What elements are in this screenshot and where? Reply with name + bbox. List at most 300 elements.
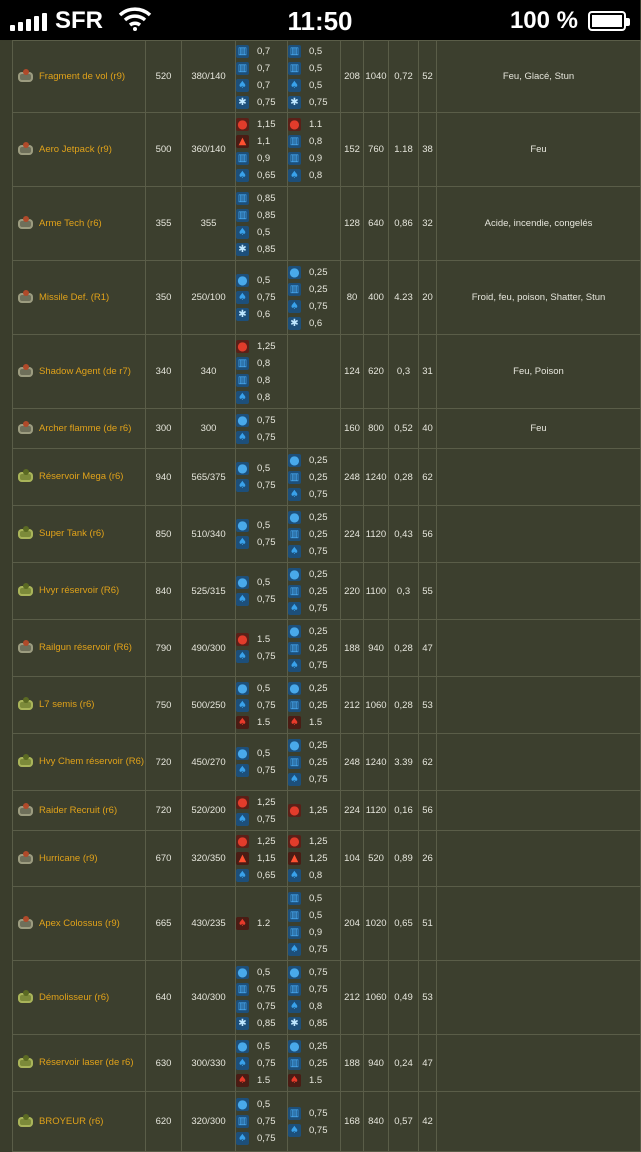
eau-icon xyxy=(236,226,249,239)
hp: 620 xyxy=(146,1092,182,1152)
unit-name-cell[interactable] xyxy=(13,113,146,187)
resistance-entry xyxy=(236,648,287,665)
table-row[interactable] xyxy=(13,261,641,335)
stat-3: 0,3 xyxy=(389,335,419,409)
stat-3: 0,24 xyxy=(389,1035,419,1092)
resistance-entry xyxy=(236,412,287,429)
tir-icon xyxy=(236,414,249,427)
eau-icon xyxy=(288,488,301,501)
resistance-primary xyxy=(236,734,288,791)
resistance-entry xyxy=(236,306,287,323)
armor: 520/200 xyxy=(182,791,236,831)
resistance-entry xyxy=(288,981,340,998)
resistance-value: 0,5 xyxy=(309,62,323,74)
resistance-entry xyxy=(236,190,287,207)
table-row[interactable] xyxy=(13,1092,641,1152)
stat-2: 520 xyxy=(364,831,389,887)
tir-icon xyxy=(288,625,301,638)
table-row[interactable] xyxy=(13,41,641,113)
resistance-value: 0,8 xyxy=(309,135,323,147)
unit-name: Hurricane (r9) xyxy=(39,852,98,864)
stat-1: 168 xyxy=(341,1092,364,1152)
unit-name-cell[interactable] xyxy=(13,563,146,620)
resistance-value: 0,5 xyxy=(257,682,271,694)
unit-name-cell[interactable] xyxy=(13,734,146,791)
hp: 500 xyxy=(146,113,182,187)
immunities xyxy=(437,1092,641,1152)
resistance-value: 0,65 xyxy=(257,169,276,181)
table-row[interactable] xyxy=(13,961,641,1035)
resistance-primary xyxy=(236,1035,288,1092)
immunities: Froid, feu, poison, Shatter, Stun xyxy=(437,261,641,335)
stat-3: 1.18 xyxy=(389,113,419,187)
resistance-entry xyxy=(288,867,340,884)
resistance-entry xyxy=(236,94,287,111)
unit-name-cell[interactable] xyxy=(13,187,146,261)
table-row[interactable] xyxy=(13,335,641,409)
resistance-entry xyxy=(236,77,287,94)
stat-1: 188 xyxy=(341,620,364,677)
resistance-value: 0,75 xyxy=(257,96,276,108)
resistance-value: 0,8 xyxy=(309,870,323,881)
eau-icon xyxy=(236,699,249,712)
tir-icon xyxy=(288,739,301,752)
resistance-value: 1.5 xyxy=(257,716,271,728)
table-row[interactable] xyxy=(13,563,641,620)
resistance-value: 0,25 xyxy=(309,471,328,483)
resistance-value: 0,75 xyxy=(309,96,328,108)
eau-icon xyxy=(288,545,301,558)
resistance-value: 0,85 xyxy=(257,243,276,255)
table-row[interactable] xyxy=(13,1035,641,1092)
stat-2: 1240 xyxy=(364,734,389,791)
battery-icon xyxy=(588,11,626,31)
unit-icon xyxy=(15,363,37,381)
hp: 350 xyxy=(146,261,182,335)
resistance-entry xyxy=(236,389,287,406)
unit-name: Shadow Agent (de r7) xyxy=(39,365,131,377)
armor: 510/340 xyxy=(182,506,236,563)
armor: 360/140 xyxy=(182,113,236,187)
stat-4: 55 xyxy=(419,563,437,620)
clock: 11:50 xyxy=(287,6,353,36)
resistance-value: 1.5 xyxy=(257,634,271,645)
tir-icon xyxy=(288,966,301,979)
eau-icon xyxy=(236,169,249,182)
immunities xyxy=(437,506,641,563)
resistance-value: 0,25 xyxy=(309,625,328,637)
resistance-entry xyxy=(236,574,287,591)
stat-1: 208 xyxy=(341,41,364,113)
immunities: Feu xyxy=(437,113,641,187)
stat-1: 220 xyxy=(341,563,364,620)
immunities xyxy=(437,961,641,1035)
per-icon xyxy=(236,192,249,205)
armor: 250/100 xyxy=(182,261,236,335)
unit-name: Réservoir laser (de r6) xyxy=(39,1057,134,1068)
resistance-entry xyxy=(236,850,287,867)
resistance-entry xyxy=(288,802,340,819)
resistance-value: 0,5 xyxy=(257,1040,271,1052)
stat-2: 940 xyxy=(364,620,389,677)
unit-name: Hvyr réservoir (R6) xyxy=(39,585,120,596)
resistance-value: 0,75 xyxy=(257,1133,276,1144)
table-row[interactable] xyxy=(13,734,641,791)
stat-2: 620 xyxy=(364,335,389,409)
stat-4: 31 xyxy=(419,335,437,409)
resistance-secondary xyxy=(288,187,341,261)
unit-icon xyxy=(15,68,37,86)
resistance-primary xyxy=(236,113,288,187)
resistance-entry xyxy=(236,794,287,811)
unit-name-cell[interactable] xyxy=(13,41,146,113)
resistance-value: 0,85 xyxy=(257,192,276,204)
exp-icon xyxy=(288,118,301,131)
armor: 320/350 xyxy=(182,831,236,887)
per-icon xyxy=(236,374,249,387)
stat-2: 800 xyxy=(364,409,389,449)
eau-icon xyxy=(288,1000,301,1013)
armor: 340/300 xyxy=(182,961,236,1035)
resistance-value: 0,75 xyxy=(257,651,276,662)
resistance-primary xyxy=(236,563,288,620)
resistance-primary xyxy=(236,677,288,734)
resistance-value: 1,15 xyxy=(257,118,276,130)
exp-icon xyxy=(288,804,301,817)
resistance-value: 0,5 xyxy=(257,520,271,531)
resistance-entry xyxy=(236,133,287,150)
per-icon xyxy=(236,357,249,370)
armor: 320/300 xyxy=(182,1092,236,1152)
eau-icon xyxy=(236,79,249,92)
stat-1: 124 xyxy=(341,335,364,409)
stat-1: 204 xyxy=(341,887,364,961)
resistance-value: 0,75 xyxy=(257,594,276,605)
eaur-icon xyxy=(236,1074,249,1087)
resistance-entry xyxy=(236,355,287,372)
hp: 840 xyxy=(146,563,182,620)
resistance-entry xyxy=(236,998,287,1015)
resistance-entry xyxy=(288,623,340,640)
resistance-entry xyxy=(288,1015,340,1032)
resistance-value: 0,6 xyxy=(257,309,271,320)
froid-icon xyxy=(236,243,249,256)
resistance-entry xyxy=(236,289,287,306)
froid-icon xyxy=(236,308,249,321)
resistance-value: 0,5 xyxy=(257,226,271,238)
resistance-value: 0,75 xyxy=(257,480,276,491)
resistance-entry xyxy=(288,850,340,867)
resistance-value: 0,75 xyxy=(309,300,328,312)
stat-3: 3.39 xyxy=(389,734,419,791)
resistance-entry xyxy=(288,833,340,850)
resistance-value: 0,8 xyxy=(257,374,271,386)
resistance-value: 0,6 xyxy=(309,317,323,329)
resistance-entry xyxy=(236,745,287,762)
unit-name-cell[interactable] xyxy=(13,409,146,449)
resistance-entry xyxy=(288,600,340,617)
unit-icon xyxy=(15,850,37,868)
resistance-value: 0,25 xyxy=(309,682,328,694)
stat-4: 47 xyxy=(419,1035,437,1092)
stat-3: 0,3 xyxy=(389,563,419,620)
eau-icon xyxy=(236,291,249,304)
resistance-secondary xyxy=(288,113,341,187)
feu-icon xyxy=(236,852,249,865)
unit-icon xyxy=(15,753,37,771)
resistance-entry xyxy=(236,1113,287,1130)
resistance-entry xyxy=(288,509,340,526)
resistance-value: 0,9 xyxy=(309,152,323,164)
resistance-secondary xyxy=(288,677,341,734)
resistance-value: 0,8 xyxy=(309,169,323,181)
stat-1: 212 xyxy=(341,961,364,1035)
table-row[interactable] xyxy=(13,113,641,187)
table-row[interactable] xyxy=(13,887,641,961)
resistance-entry xyxy=(288,1038,340,1055)
resistance-entry xyxy=(288,1122,340,1139)
stat-3: 0,86 xyxy=(389,187,419,261)
armor: 565/375 xyxy=(182,449,236,506)
unit-icon xyxy=(15,141,37,159)
eau-icon xyxy=(288,169,301,182)
resistance-value: 0,75 xyxy=(309,659,328,671)
hp: 520 xyxy=(146,41,182,113)
table-row[interactable] xyxy=(13,449,641,506)
stat-1: 160 xyxy=(341,409,364,449)
tir-icon xyxy=(236,1040,249,1053)
resistance-entry xyxy=(288,754,340,771)
resistance-entry xyxy=(288,1055,340,1072)
resistance-entry xyxy=(236,811,287,828)
resistance-entry xyxy=(288,771,340,788)
unit-icon xyxy=(15,289,37,307)
tir-icon xyxy=(236,274,249,287)
resistance-value: 0,75 xyxy=(309,545,328,557)
resistance-entry xyxy=(236,697,287,714)
resistance-value: 0,7 xyxy=(257,62,271,74)
unit-name-cell[interactable] xyxy=(13,791,146,831)
hp: 355 xyxy=(146,187,182,261)
feu-icon xyxy=(288,852,301,865)
resistance-value: 0,5 xyxy=(257,748,271,759)
resistance-secondary xyxy=(288,409,341,449)
per-icon xyxy=(288,152,301,165)
carrier-name: SFR xyxy=(55,7,103,34)
unit-icon xyxy=(15,1054,37,1072)
unit-name-cell[interactable] xyxy=(13,887,146,961)
resistance-entry xyxy=(236,372,287,389)
resistance-entry xyxy=(236,1072,287,1089)
resistance-primary xyxy=(236,41,288,113)
hp: 720 xyxy=(146,734,182,791)
resistance-primary xyxy=(236,506,288,563)
resistance-entry xyxy=(236,43,287,60)
stat-4: 62 xyxy=(419,449,437,506)
hp: 850 xyxy=(146,506,182,563)
unit-name: Démolisseur (r6) xyxy=(39,991,110,1003)
armor: 430/235 xyxy=(182,887,236,961)
resistance-entry xyxy=(236,534,287,551)
stat-4: 38 xyxy=(419,113,437,187)
eau-icon xyxy=(236,391,249,404)
resistance-entry xyxy=(236,517,287,534)
armor: 500/250 xyxy=(182,677,236,734)
resistance-secondary xyxy=(288,41,341,113)
unit-icon xyxy=(15,802,37,820)
per-icon xyxy=(288,892,301,905)
tir-icon xyxy=(236,682,249,695)
unit-name-cell[interactable] xyxy=(13,449,146,506)
armor: 355 xyxy=(182,187,236,261)
unit-table xyxy=(12,40,641,1152)
unit-name-cell[interactable] xyxy=(13,261,146,335)
unit-name-cell[interactable] xyxy=(13,831,146,887)
resistance-value: 0,75 xyxy=(257,414,276,426)
resistance-primary xyxy=(236,335,288,409)
resistance-value: 1.2 xyxy=(257,918,271,929)
resistance-entry xyxy=(288,583,340,600)
resistance-value: 0,75 xyxy=(309,943,328,955)
resistance-entry xyxy=(288,737,340,754)
status-bar xyxy=(0,0,640,40)
resistance-value: 0,5 xyxy=(257,966,271,978)
froid-icon xyxy=(288,317,301,330)
tir-icon xyxy=(288,568,301,581)
resistance-entry xyxy=(236,207,287,224)
per-icon xyxy=(288,1057,301,1070)
resistance-entry xyxy=(288,964,340,981)
stat-4: 47 xyxy=(419,620,437,677)
unit-name-cell[interactable] xyxy=(13,677,146,734)
resistance-value: 0,7 xyxy=(257,45,271,57)
unit-name: Fragment de vol (r9) xyxy=(39,70,126,82)
unit-name-cell[interactable] xyxy=(13,506,146,563)
resistance-value: 0,25 xyxy=(309,568,328,580)
unit-name-cell[interactable] xyxy=(13,1092,146,1152)
stat-3: 0,52 xyxy=(389,409,419,449)
unit-name: Railgun réservoir (R6) xyxy=(39,642,132,653)
per-icon xyxy=(288,699,301,712)
resistance-value: 0,75 xyxy=(309,773,328,785)
resistance-entry xyxy=(288,998,340,1015)
resistance-value: 1,25 xyxy=(257,836,276,847)
immunities xyxy=(437,563,641,620)
table-row[interactable] xyxy=(13,620,641,677)
froid-icon xyxy=(288,1017,301,1030)
resistance-value: 0,25 xyxy=(309,739,328,751)
resistance-value: 0,25 xyxy=(309,511,328,523)
stat-3: 0,57 xyxy=(389,1092,419,1152)
immunities xyxy=(437,831,641,887)
resistance-value: 0,7 xyxy=(257,79,271,91)
resistance-entry xyxy=(236,1055,287,1072)
resistance-value: 1.5 xyxy=(309,1074,323,1086)
resistance-entry xyxy=(236,631,287,648)
immunities xyxy=(437,887,641,961)
unit-icon xyxy=(15,215,37,233)
per-icon xyxy=(288,135,301,148)
eau-icon xyxy=(288,659,301,672)
resistance-value: 0,65 xyxy=(257,870,276,881)
per-icon xyxy=(288,528,301,541)
resistance-entry xyxy=(288,77,340,94)
resistance-secondary xyxy=(288,506,341,563)
per-icon xyxy=(288,1107,301,1120)
resistance-entry xyxy=(288,486,340,503)
tir-icon xyxy=(288,511,301,524)
exp-icon xyxy=(236,340,249,353)
immunities xyxy=(437,791,641,831)
unit-name-cell[interactable] xyxy=(13,1035,146,1092)
armor: 525/315 xyxy=(182,563,236,620)
resistance-entry xyxy=(236,981,287,998)
resistance-secondary xyxy=(288,887,341,961)
resistance-entry xyxy=(288,543,340,560)
stat-4: 20 xyxy=(419,261,437,335)
stat-2: 760 xyxy=(364,113,389,187)
resistance-entry xyxy=(236,477,287,494)
resistance-entry xyxy=(288,526,340,543)
resistance-value: 0,75 xyxy=(257,1116,276,1127)
armor: 300/330 xyxy=(182,1035,236,1092)
stat-3: 0,28 xyxy=(389,449,419,506)
table-row[interactable] xyxy=(13,409,641,449)
eau-icon xyxy=(236,650,249,663)
per-icon xyxy=(288,62,301,75)
table-row[interactable] xyxy=(13,831,641,887)
stat-2: 400 xyxy=(364,261,389,335)
resistance-value: 0,75 xyxy=(309,488,328,500)
resistance-secondary xyxy=(288,449,341,506)
unit-icon xyxy=(15,915,37,933)
resistance-primary xyxy=(236,791,288,831)
eau-icon xyxy=(236,479,249,492)
resistance-value: 0,75 xyxy=(257,292,276,303)
resistance-value: 1,15 xyxy=(257,853,276,864)
table-row[interactable] xyxy=(13,506,641,563)
resistance-entry xyxy=(288,714,340,731)
unit-name-cell[interactable] xyxy=(13,961,146,1035)
exp-icon xyxy=(236,633,249,646)
per-icon xyxy=(288,756,301,769)
per-icon xyxy=(288,983,301,996)
resistance-value: 0,25 xyxy=(309,454,328,466)
froid-icon xyxy=(288,96,301,109)
table-row[interactable] xyxy=(13,187,641,261)
tir-icon xyxy=(288,266,301,279)
stat-4: 56 xyxy=(419,791,437,831)
resistance-entry xyxy=(288,60,340,77)
resistance-value: 0,25 xyxy=(309,266,328,278)
per-icon xyxy=(236,152,249,165)
eau-icon xyxy=(236,813,249,826)
resistance-entry xyxy=(288,298,340,315)
resistance-value: 0,25 xyxy=(309,585,328,597)
unit-name-cell[interactable] xyxy=(13,620,146,677)
stat-4: 53 xyxy=(419,961,437,1035)
resistance-value: 0,8 xyxy=(257,357,271,369)
unit-name: Raider Recruit (r6) xyxy=(39,804,118,816)
tir-icon xyxy=(288,1040,301,1053)
hp: 630 xyxy=(146,1035,182,1092)
unit-name-cell[interactable] xyxy=(13,335,146,409)
table-row[interactable] xyxy=(13,677,641,734)
unit-icon xyxy=(15,989,37,1007)
resistance-value: 0,75 xyxy=(257,765,276,776)
eau-icon xyxy=(236,1132,249,1145)
table-row[interactable] xyxy=(13,791,641,831)
